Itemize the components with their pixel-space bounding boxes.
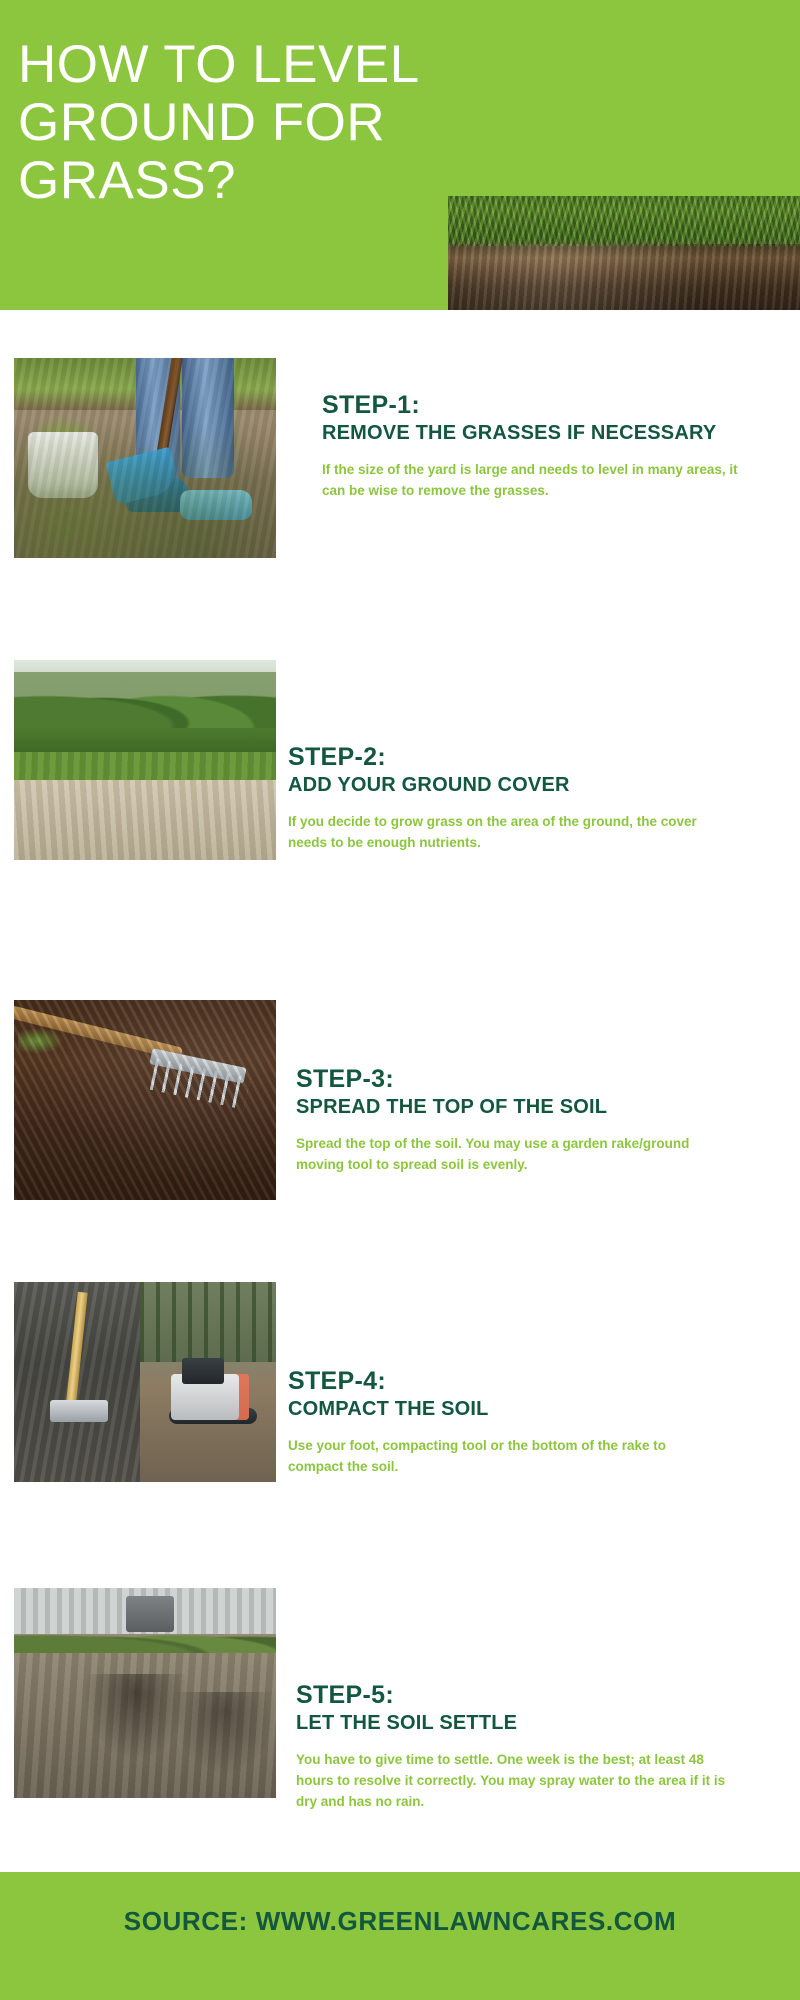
hedge-row <box>14 728 276 754</box>
bucket-icon <box>28 432 98 498</box>
step-5-subtitle: LET THE SOIL SETTLE <box>296 1712 518 1734</box>
step-1-body: If the size of the yard is large and needs to level in many areas, it can be wise to remove the grasses. <box>322 462 738 498</box>
green-leaf <box>18 1028 64 1054</box>
step-4-body: Use your foot, compacting tool or the bottom of the rake to compact the soil. <box>288 1438 667 1474</box>
pine-trees <box>140 1282 276 1362</box>
step-4-text <box>288 1366 718 1477</box>
jeans-left-leg <box>136 358 180 486</box>
step-1-photo <box>14 358 276 558</box>
step-5-label: STEP-5: <box>296 1681 394 1709</box>
step-1-text <box>322 390 742 501</box>
step-4-subtitle: COMPACT THE SOIL <box>288 1398 489 1420</box>
rake-head <box>149 1048 246 1084</box>
shovel-blade-icon <box>106 447 181 506</box>
boot-left <box>126 478 188 512</box>
lawn-edge-background <box>14 660 276 860</box>
step-1-subtitle: REMOVE THE GRASSES IF NECESSARY <box>322 422 717 444</box>
jeans-right-leg <box>182 358 234 478</box>
grass-soil-edge-image <box>448 196 800 310</box>
step-4-label: STEP-4: <box>288 1367 386 1395</box>
step-5-photo <box>14 1588 276 1798</box>
header-photo <box>448 196 800 310</box>
step-3-photo <box>14 1000 276 1200</box>
step-2-text <box>288 742 728 853</box>
step-2-body: If you decide to grow grass on the area of the ground, the cover needs to be enough nutrients. <box>288 814 697 850</box>
grass-strip <box>14 358 276 410</box>
compaction-composite-image <box>14 1282 276 1482</box>
step-3-label: STEP-3: <box>296 1065 394 1093</box>
step-3-text <box>296 1064 746 1175</box>
soil-background <box>14 358 276 558</box>
tamper-plate-icon <box>50 1400 108 1422</box>
boot-right <box>180 490 252 520</box>
source-label: SOURCE: WWW.GREENLAWNCARES.COM <box>123 1906 677 1936</box>
dark-soil-background <box>14 1000 276 1200</box>
settling-soil-background <box>14 1588 276 1798</box>
loader-cab <box>182 1358 224 1384</box>
step-1-label: STEP-1: <box>322 391 420 419</box>
rake-tines-icon <box>150 1058 251 1109</box>
header-banner <box>0 0 800 310</box>
step-3-subtitle: SPREAD THE TOP OF THE SOIL <box>296 1096 608 1118</box>
weeds-in-bucket <box>26 416 102 442</box>
step-3-body: Spread the top of the soil. You may use a garden rake/ground moving tool to spread soil is evenly. <box>296 1136 690 1172</box>
rake-handle <box>14 1004 183 1060</box>
step-2-subtitle: ADD YOUR GROUND COVER <box>288 774 570 796</box>
bare-soil-area <box>14 780 276 860</box>
footer-banner <box>0 1872 800 2000</box>
page-title: HOW TO LEVEL GROUND FOR GRASS? <box>18 35 418 210</box>
step-5-body: You have to give time to settle. One week is the best; at least 48 hours to resolve it correctly. You may spray water to the area if it is dry and has no rain. <box>296 1752 726 1809</box>
step-4-photo <box>14 1282 276 1482</box>
shovel-handle <box>156 358 183 458</box>
palm-shadow-right <box>164 1692 276 1784</box>
tree-line <box>14 672 276 732</box>
step-2-label: STEP-2: <box>288 743 386 771</box>
step-2-photo <box>14 660 276 860</box>
step-5-text <box>296 1680 736 1812</box>
